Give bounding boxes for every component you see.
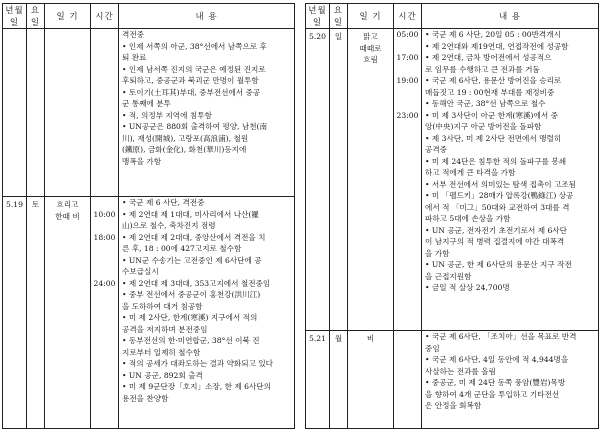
weather-line: 맑고 [363, 32, 378, 41]
weather-line: 흐리고 [56, 200, 79, 209]
log-line: 공격중 [425, 145, 448, 154]
time-entry: 05:00 [396, 30, 419, 39]
log-line: • UN공군은 880회 출격하여 평양, 남천(南 [122, 122, 268, 131]
time-entry [394, 271, 421, 283]
log-line: • 미 제 2사단, 한계(寒溪) 지구에서 적의 [122, 313, 258, 322]
time-entry [91, 381, 118, 393]
weather-cell [348, 331, 394, 429]
log-line: 지로부터 일제히 철수함 [122, 347, 201, 357]
log-line: • 미 「펠드키」28매가 압록강(鴨綠江) 상공 [425, 191, 574, 200]
right-log-table [305, 3, 599, 429]
weather-cell [45, 29, 91, 197]
log-line: 후퇴하고, 중공군과 북괴군 만명이 월투함 [122, 76, 259, 85]
log-line: • 적, 의정부 지역에 침투함 [122, 110, 212, 120]
log-line: • 금일 적 살상 24,700명 [425, 283, 510, 292]
time-entry [91, 133, 118, 145]
log-line [122, 167, 294, 179]
header-time: 시간 [91, 4, 119, 29]
time-entry [91, 98, 118, 110]
time-entry [394, 400, 421, 412]
date-cell: 5.20 [306, 29, 330, 331]
log-line: 른 후, 18 : 00에 427고지로 철수함 [122, 244, 242, 253]
log-line: 용전을 찬양함 [122, 393, 169, 403]
time-entry [91, 52, 118, 64]
log-line: • 국군 제 6사단, 「조치아」선을 목표로 반격 [425, 332, 577, 341]
log-line: • UN 공군, 892회 출격 [122, 370, 203, 380]
log-line: • 미 제 9군단장「호지」소장, 한 제 6사단의 [122, 382, 271, 391]
date-cell [3, 29, 27, 197]
log-line: 을 도하하여 대거 침공함 [122, 301, 203, 311]
log-line: • 중공군, 미 제 24단 동쪽 풍암(豐岩)목방 [425, 378, 566, 387]
time-entry [394, 144, 421, 156]
weather-line: 비 [366, 334, 375, 343]
time-entry: 18:00 [93, 232, 116, 242]
time-entry [91, 255, 118, 267]
log-line: • 인제 남서쪽 진지의 국군은 예정된 진지로 [122, 64, 266, 74]
time-cell [394, 331, 422, 429]
log-line: • 서부 전선에서 의미있는 탐색 접촉이 고조됨 [425, 179, 577, 189]
header-date: 년월일 [3, 4, 27, 29]
log-line: 중임 [425, 343, 440, 353]
weather-line: 한때 비 [55, 211, 80, 221]
weather-line: 때때로 [359, 43, 382, 53]
day-cell: 월 [330, 331, 348, 429]
time-entry [91, 393, 118, 405]
time-entry [394, 156, 421, 168]
log-line: 에서 적 「미그」50대와 교전하여 3대를 격 [425, 202, 570, 212]
header-day-of-week: 요일 [330, 4, 348, 29]
time-entry [91, 347, 118, 359]
time-entry: 23:00 [396, 110, 419, 120]
time-entry [91, 29, 118, 41]
log-line: 을 향하여 4개 군단을 투입하고 기타전선 [425, 389, 560, 399]
time-entry [91, 197, 118, 209]
weather-line: 흐림 [363, 55, 378, 64]
log-line: 매듭짓고 19 : 00현재 부대를 재정비중 [425, 87, 555, 97]
log-line [425, 294, 598, 306]
left-log-table [2, 3, 295, 429]
time-entry [394, 41, 421, 53]
time-entry [394, 213, 421, 225]
header-row [306, 4, 599, 29]
time-entry [394, 98, 421, 110]
time-entry [394, 377, 421, 389]
log-line: • UN군 수송기는 고전중인 제 6사단에 공 [122, 255, 262, 265]
log-line: • UN 공군, 한 제 6사단의 용문산 지구 작전 [425, 260, 572, 269]
time-entry [394, 354, 421, 366]
log-line: 군 통째에 분투 [122, 99, 171, 108]
log-line: 로 임무를 수행하고 큰 전과를 거둠 [425, 64, 540, 74]
log-line: 격전중 [122, 30, 145, 39]
time-entry [91, 220, 118, 232]
time-entry [394, 225, 421, 237]
time-entry [91, 110, 118, 122]
time-entry [91, 64, 118, 76]
log-line: • 국군 제 6사단, 용문산 방어진을 승리로 [425, 76, 562, 85]
header-time: 시간 [394, 4, 422, 29]
log-line: • 중부 전선에서 중공군이 홍천강(洪川江) [122, 290, 261, 299]
log-line: • 미 제 24단은 침투한 적의 돌파구를 봉쇄 [425, 156, 567, 166]
time-entry: 10:00 [93, 209, 116, 219]
time-entry [394, 190, 421, 202]
log-line: • 제 2연대와 제19연대, 연접작전에 성공함 [425, 41, 569, 51]
time-entry [91, 266, 118, 278]
log-line: • 제 2연대 제 1대대, 미사리에서 나산(羅 [122, 209, 259, 219]
log-line: 을 가함 [425, 248, 450, 258]
weather-cell [348, 29, 394, 331]
time-entry [394, 389, 421, 401]
content-cell [119, 29, 295, 197]
log-line: 맹폭을 가함 [122, 156, 162, 166]
time-entry [91, 358, 118, 370]
log-line: 공격을 저지하며 분전중임 [122, 324, 208, 334]
time-entry [91, 312, 118, 324]
time-entry [394, 236, 421, 248]
time-entry [394, 64, 421, 76]
time-entry [91, 156, 118, 168]
time-entry [394, 331, 421, 343]
log-line: • 인제 서쪽의 아군, 38°선에서 남쪽으로 후 [122, 41, 267, 51]
content-cell [422, 29, 599, 331]
day-cell [27, 29, 45, 197]
log-line: 川), 재성(開城), 고랑포(高浪浦), 철원 [122, 133, 249, 143]
log-line: • 국군 제 6 사단, 20일 05 : 00반격개시 [425, 30, 561, 39]
time-cell [91, 29, 119, 197]
table-row [3, 197, 295, 429]
time-entry [394, 343, 421, 355]
log-line: • 제 2연대 제 3대대, 353고지에서 철전중임 [122, 278, 271, 288]
log-line: • 미 제 3사단이 아군 한계(寒溪)에서 중 [425, 110, 558, 120]
log-line: • 토이기(土耳其)부대, 중부전선에서 중공 [122, 87, 261, 97]
log-line: • 적의 공세가 대좌도하는 결과 약화되고 있다 [122, 359, 274, 368]
day-cell: 토 [27, 197, 45, 429]
time-entry [91, 75, 118, 87]
time-entry [91, 301, 118, 313]
time-entry [394, 259, 421, 271]
header-weather: 일 기 [45, 4, 91, 29]
log-line: 파하고 5대에 손상을 가함 [425, 214, 511, 223]
time-entry [394, 248, 421, 260]
time-entry [91, 41, 118, 53]
content-cell [422, 331, 599, 429]
log-line: 앙(中央)지구 아군 방어전을 돌파함 [425, 122, 542, 131]
time-entry [394, 121, 421, 133]
time-entry: 17:00 [396, 53, 419, 62]
time-entry [91, 243, 118, 255]
time-entry [394, 294, 421, 306]
time-entry: 24:00 [93, 278, 116, 288]
log-line: • 제 2연대, 금차 방어전에서 성공적으 [425, 53, 552, 62]
time-entry [91, 87, 118, 99]
table-row [306, 29, 599, 331]
log-line: • 국군 제 6사단, 4일 동안에 적 4,944명을 [425, 355, 569, 364]
log-line: 사살하는 전과를 올림 [425, 366, 496, 376]
header-content: 내 용 [422, 4, 599, 29]
log-line: 은 안정을 회복함 [425, 401, 482, 410]
log-line: 山)으로 철수, 축차진지 점령 [122, 221, 216, 230]
date-cell: 5.19 [3, 197, 27, 429]
time-entry [91, 370, 118, 382]
log-line: 이 남지구의 적 병력 집결지에 야간 대폭격 [425, 237, 565, 246]
weather-cell [45, 197, 91, 429]
table-row [3, 29, 295, 197]
time-entry [91, 144, 118, 156]
log-line: • UN 공군, 전자전기 초전기로서 제 6사단 [425, 225, 567, 235]
header-day-of-week: 요일 [27, 4, 45, 29]
log-line: (鐵原), 금화(金化), 화천(華川)등지에 [122, 145, 247, 154]
time-cell [91, 197, 119, 429]
log-line: • 동부전선의 한·미연합군, 38°선 이북 진 [122, 336, 260, 345]
time-entry [91, 167, 118, 179]
log-line: • 제 3사단, 미 제 2사단 전면에서 맹렬히 [425, 133, 562, 143]
time-entry [91, 324, 118, 336]
log-line: 퇴 완료 [122, 53, 147, 62]
log-line: • 제 2연대 제 2대대, 중앙산에서 격전을 치 [122, 232, 266, 242]
time-entry [394, 179, 421, 191]
log-line: 을 근접지원함 [425, 271, 472, 281]
content-cell [119, 197, 295, 429]
log-line: 하고 적에게 큰 타격을 가함 [425, 168, 516, 177]
time-entry: 19:00 [396, 76, 419, 85]
time-entry [91, 121, 118, 133]
log-line: • 동해안 국군, 38°선 남쪽으로 철수 [425, 99, 546, 108]
time-cell [394, 29, 422, 331]
time-entry [394, 87, 421, 99]
time-entry [91, 335, 118, 347]
day-cell: 일 [330, 29, 348, 331]
time-entry [394, 202, 421, 214]
time-entry [394, 133, 421, 145]
header-date: 년월일 [306, 4, 330, 29]
table-row [306, 331, 599, 429]
log-line: 수보급실시 [122, 267, 159, 276]
time-entry [91, 289, 118, 301]
time-entry [394, 366, 421, 378]
header-content: 내 용 [119, 4, 295, 29]
log-line: • 국군 제 6 사단, 격전중 [122, 198, 205, 207]
time-entry [394, 167, 421, 179]
date-cell: 5.21 [306, 331, 330, 429]
time-entry [394, 282, 421, 294]
header-weather: 일 기 [348, 4, 394, 29]
header-row [3, 4, 295, 29]
